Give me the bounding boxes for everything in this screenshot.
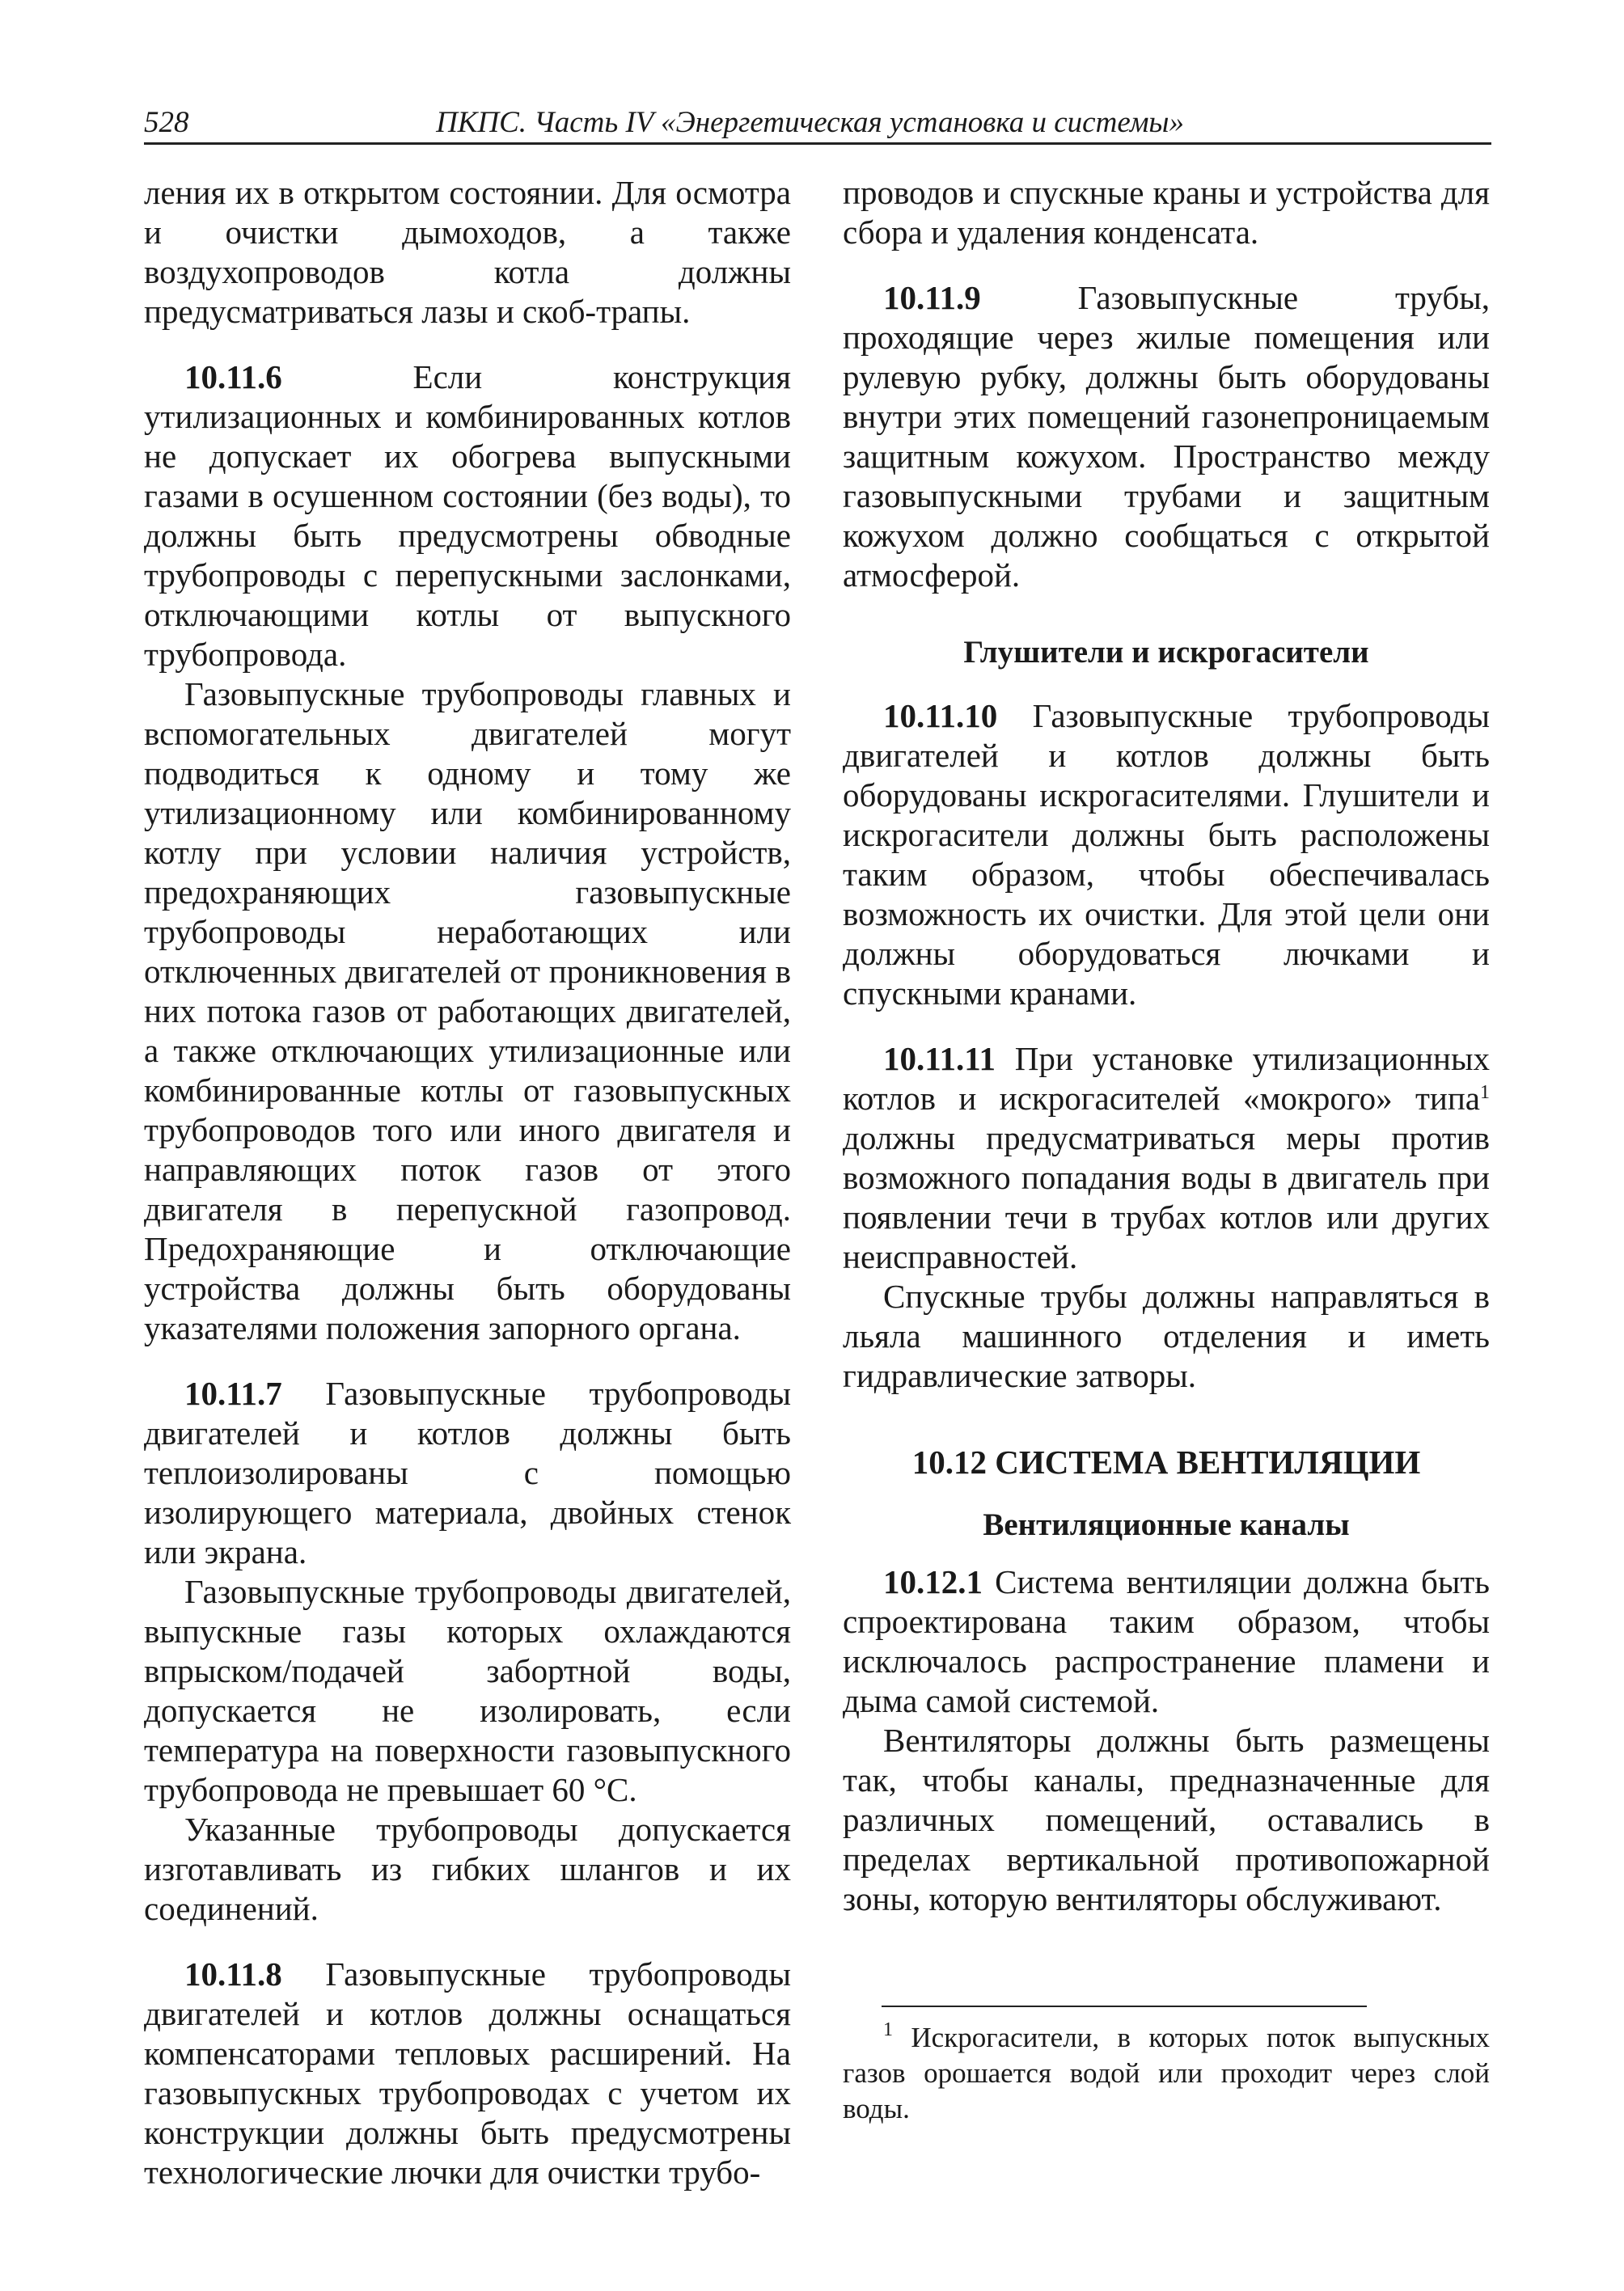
clause-text: При установке утилизационных котлов и искрогасителей «мокрого» типа	[843, 1040, 1490, 1117]
clause-number: 10.11.7	[184, 1375, 282, 1412]
clause-text: Газовыпускные трубопроводы двигателей и котлов должны оснащаться компенсаторами тепловых расширений. На газовыпускных трубопроводах с учетом их конструкции должны быть предусмотрены технологические лючки для очистки трубо-	[144, 1955, 791, 2191]
running-title: ПКПС. Часть IV «Энергетическая установка и системы»	[436, 106, 1184, 139]
footnote-divider	[882, 2006, 1367, 2007]
right-column	[843, 173, 1490, 1919]
clause-number: 10.11.11	[883, 1040, 996, 1077]
clause-text: Газовыпускные трубы, проходящие через жилые помещения или рулевую рубку, должны быть оборудованы внутри этих помещений газонепроницаемым защитным кожухом. Пространство между газовыпускными трубами и защитным кожухом должно сообщаться с открытой атмосферой.	[843, 279, 1490, 594]
subheading-mufflers: Глушители и искрогасители	[963, 635, 1369, 670]
clause-number: 10.12.1	[883, 1563, 983, 1600]
paragraph: Спускные трубы должны направляться в льяла машинного отделения и иметь гидравлические затворы.	[843, 1278, 1490, 1394]
clause-number: 10.11.8	[184, 1955, 282, 1993]
clause-number: 10.11.6	[184, 358, 282, 395]
clause-text: Если конструкция утилизационных и комбинированных котлов не допускает их обогрева выпускными газами в осушенном состоянии (без воды), то должны быть предусмотрены обводные трубопроводы с перепускными заслонками, отключающими котлы от выпускного трубопровода.	[144, 358, 791, 673]
section-title: 10.12 СИСТЕМА ВЕНТИЛЯЦИИ	[911, 1443, 1421, 1481]
clause-10-11-6	[144, 357, 791, 674]
clause-text: Система вентиляции должна быть спроектирована таким образом, чтобы исключалось распространение пламени и дыма самой системой.	[843, 1563, 1490, 1719]
footnote	[843, 2020, 1490, 2127]
clause-10-11-11	[843, 1039, 1490, 1277]
clause-number: 10.11.10	[883, 697, 998, 734]
footnote-marker: 1	[883, 2019, 893, 2040]
page-number: 528	[144, 106, 189, 139]
clause-10-11-7	[144, 1374, 791, 1572]
left-column	[144, 173, 791, 2192]
footnote-text: Искрогасители, в которых поток выпускных газов орошается водой или проходит через слой воды.	[843, 2022, 1490, 2124]
clause-10-11-9	[843, 278, 1490, 595]
clause-10-12-1	[843, 1562, 1490, 1721]
running-header	[144, 104, 1491, 145]
clause-10-11-10	[843, 696, 1490, 1013]
clause-text: Газовыпускные трубопроводы двигателей и котлов должны быть теплоизолированы с помощью изолирующего материала, двойных стенок или экрана.	[144, 1375, 791, 1570]
paragraph: Газовыпускные трубопроводы главных и вспомогательных двигателей могут подводиться к одному и тому же утилизационному или комбинированному котлу при условии наличия устройств, предохраняющих газовыпускные трубопроводы неработающих или отключенных двигателей от проникновения в них потока газов от работающих двигателей, а также отключающих утилизационные или комбинированные котлы от газовыпускных трубопроводов того или иного двигателя и направляющих поток газов от этого двигателя в перепускной газопровод. Предохраняющие и отключающие устройства должны быть оборудованы указателями положения запорного органа.	[144, 675, 791, 1346]
paragraph: проводов и спускные краны и устройства для сбора и удаления конденсата.	[843, 174, 1490, 251]
clause-10-11-8	[144, 1955, 791, 2192]
paragraph: Вентиляторы должны быть размещены так, чтобы каналы, предназначенные для различных помещений, оставались в пределах вертикальной противопожарной зоны, которую вентиляторы обслуживают.	[843, 1722, 1490, 1917]
clause-number: 10.11.9	[883, 279, 981, 316]
clause-text-continued: должны предусматриваться меры против возможного попадания воды в двигатель при появлении течи в трубах котлов или других неисправностей.	[843, 1119, 1490, 1275]
subheading-ventilation-ducts: Вентиляционные каналы	[983, 1507, 1350, 1542]
paragraph: ления их в открытом состоянии. Для осмотра и очистки дымоходов, а также воздухопроводов котла должны предусматриваться лазы и скоб-трапы.	[144, 174, 791, 330]
paragraph: Указанные трубопроводы допускается изготавливать из гибких шлангов и их соединений.	[144, 1811, 791, 1927]
paragraph: Газовыпускные трубопроводы двигателей, выпускные газы которых охлаждаются впрыском/подачей забортной воды, допускается не изолировать, если температура на поверхности газовыпускного трубопровода не превышает 60 °С.	[144, 1573, 791, 1808]
clause-text: Газовыпускные трубопроводы двигателей и котлов должны быть оборудованы искрогасителями. Глушители и искрогасители должны быть расположены таким образом, чтобы обеспечивалась возможность их очистки. Для этой цели они должны оборудоваться лючками и спускными кранами.	[843, 697, 1490, 1012]
footnote-reference: 1	[1480, 1082, 1490, 1103]
